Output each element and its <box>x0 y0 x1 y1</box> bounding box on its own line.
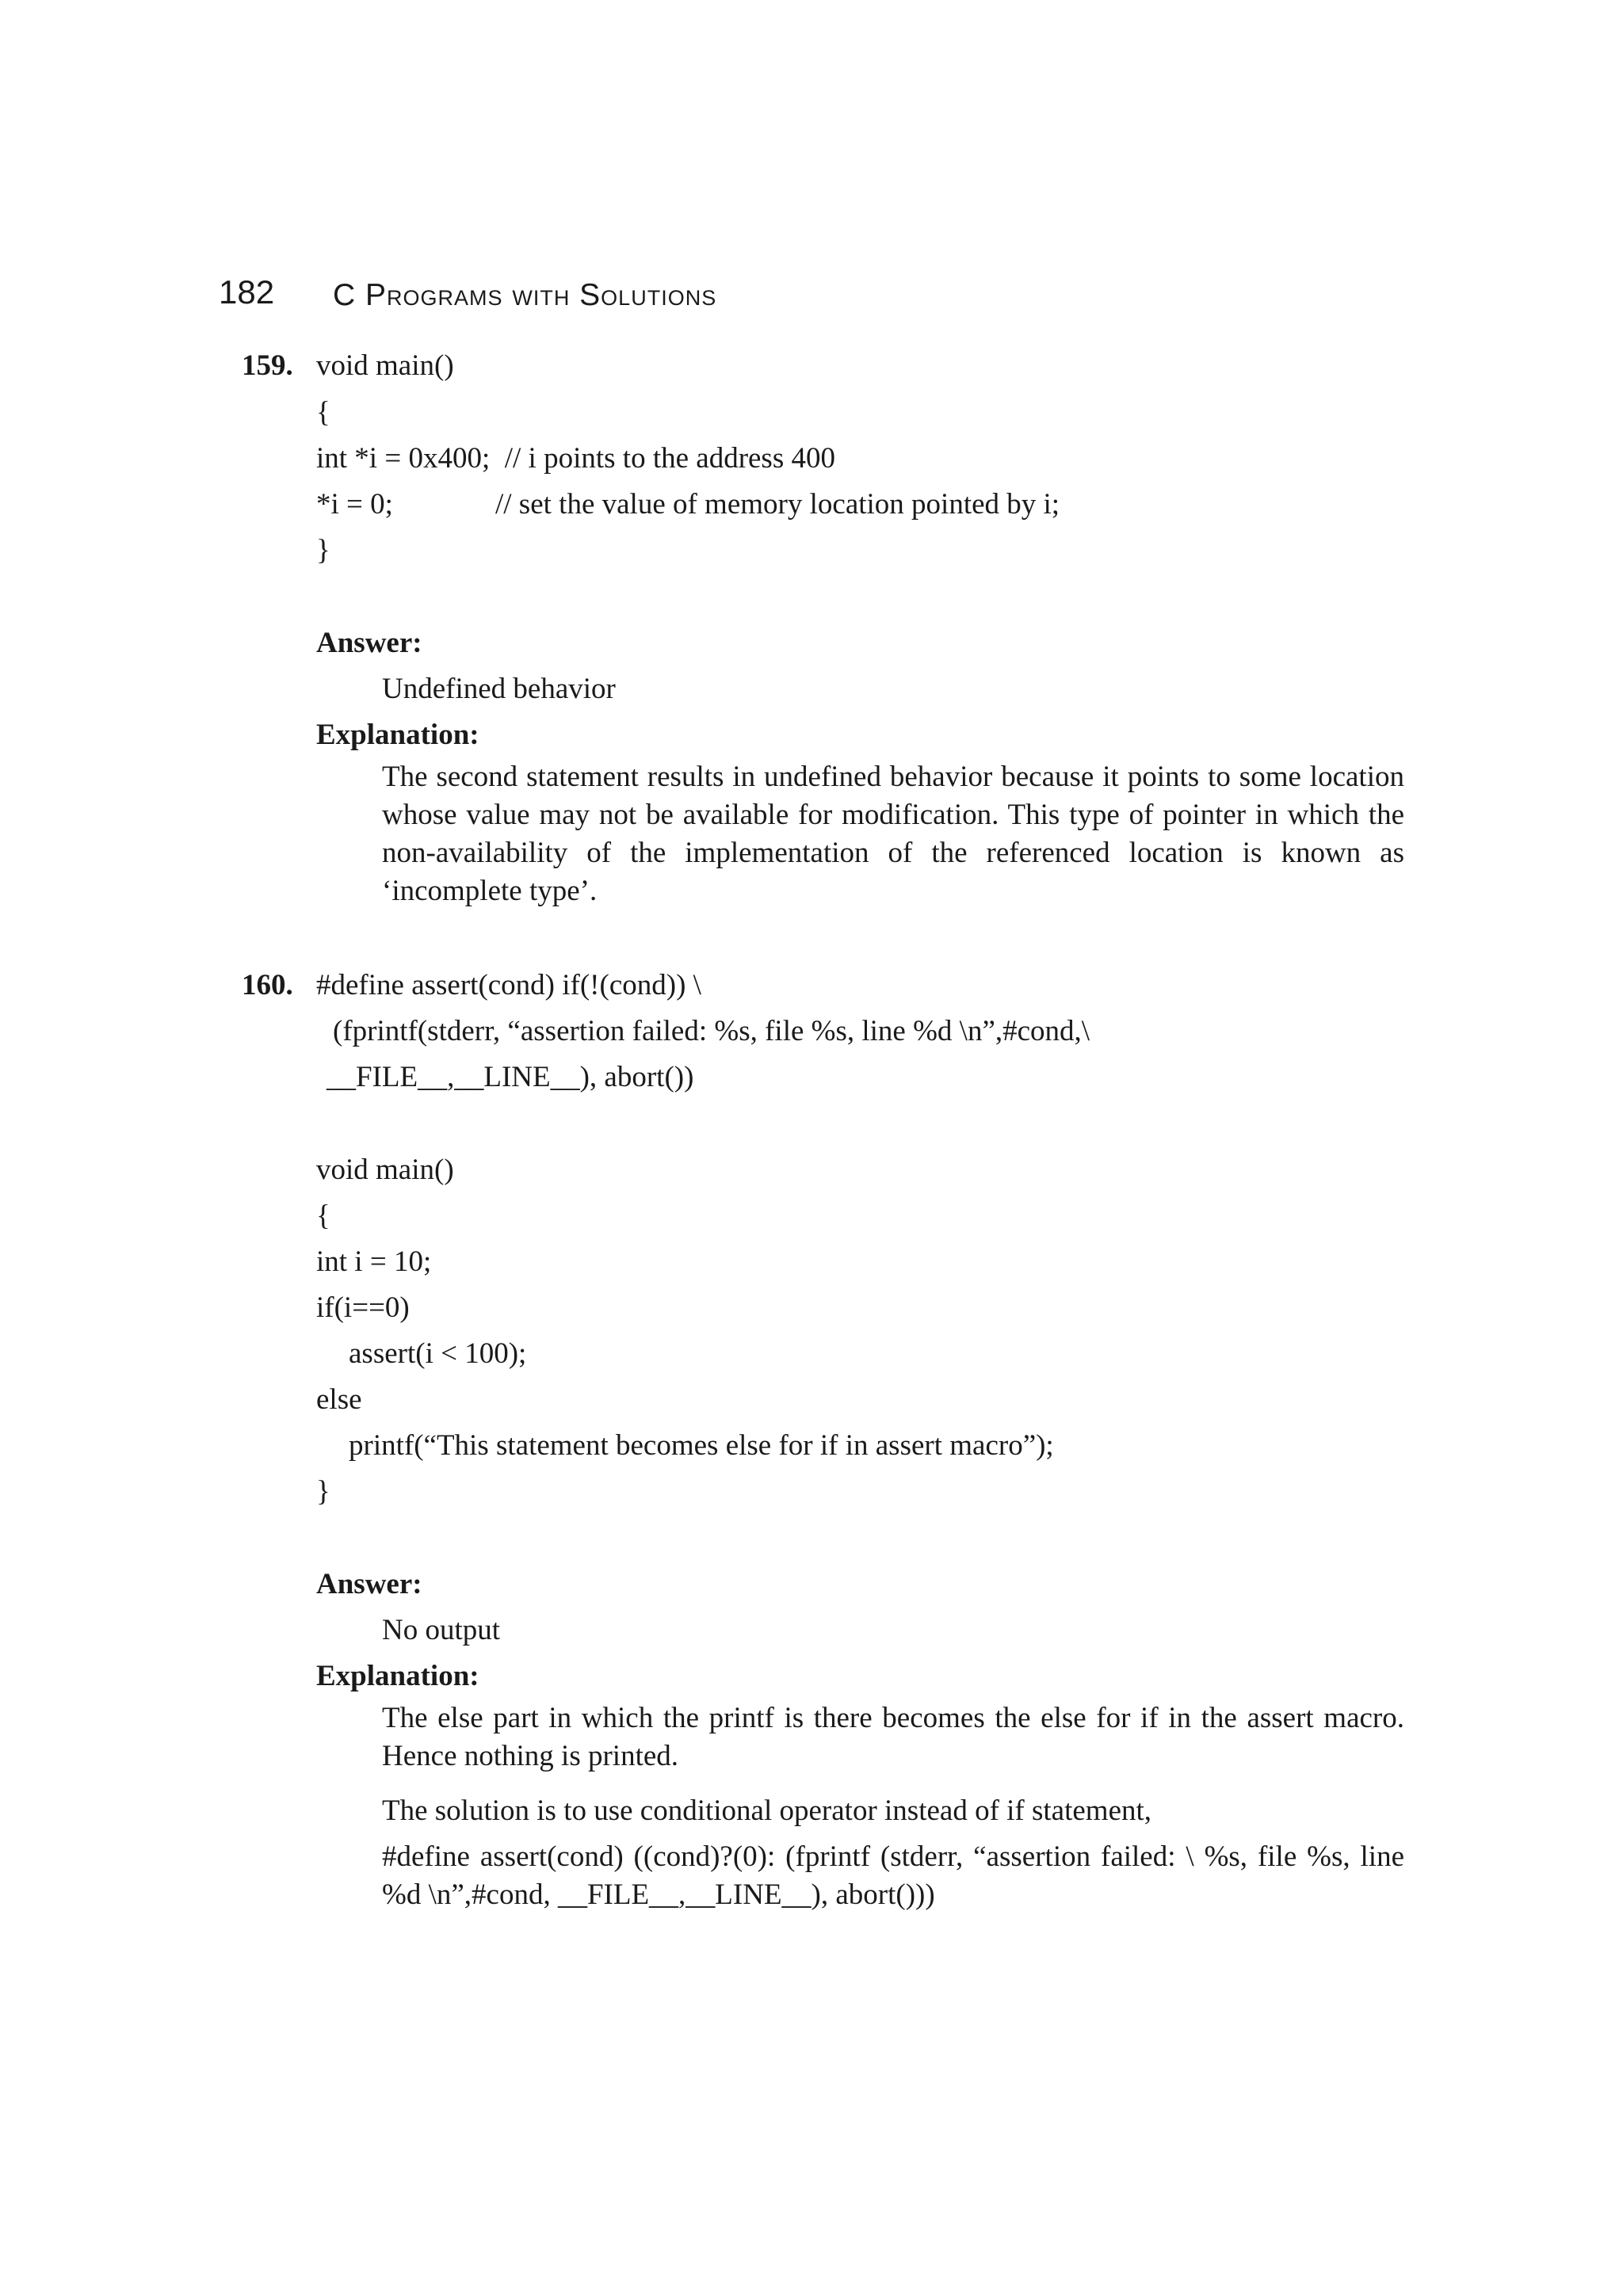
code-line: assert(i < 100); <box>349 1337 527 1370</box>
code-line: else <box>316 1383 362 1416</box>
code-comment: // set the value of memory location pointed by i; <box>495 488 1060 521</box>
running-title: C Programs with Solutions <box>333 278 717 312</box>
code-line: if(i==0) <box>316 1291 410 1324</box>
explanation-text: The else part in which the printf is there becomes the else for if in the assert macro. Hence nothing is printed. <box>382 1702 1404 1772</box>
code-line: printf(“This statement becomes else for if in assert macro”); <box>349 1429 1054 1462</box>
code-line: { <box>316 1199 330 1232</box>
code-line: } <box>316 534 330 566</box>
code-line: { <box>316 396 330 429</box>
explanation-text: The second statement results in undefined behavior because it points to some location whose value may not be available for modification. This type of pointer in which the non-availability of the implementation of the referenced location is known as ‘incomplete type’. <box>382 761 1404 907</box>
explanation-label: Explanation: <box>316 719 479 751</box>
macro-line: #define assert(cond) if(!(cond)) \ <box>316 969 701 1001</box>
code-line: int i = 10; <box>316 1245 432 1278</box>
macro-line: (fprintf(stderr, “assertion failed: %s, file %s, line %d \n”,#cond,\ <box>333 1015 1090 1047</box>
answer-label: Answer: <box>316 1568 422 1600</box>
code-line: *i = 0; <box>316 488 393 521</box>
explanation-label: Explanation: <box>316 1660 479 1692</box>
question-number-159: 159. <box>242 349 293 382</box>
question-number-160: 160. <box>242 969 293 1001</box>
answer-text: No output <box>382 1614 501 1646</box>
code-line: int *i = 0x400; // i points to the address 400 <box>316 442 835 475</box>
answer-text: Undefined behavior <box>382 673 616 705</box>
code-line: void main() <box>316 349 454 382</box>
explanation-code: #define assert(cond) ((cond)?(0): (fprintf (stderr, “assertion failed: \ %s, file %s, line %d \n”,#cond, __FILE__,__LINE__), abort())) <box>382 1840 1404 1911</box>
explanation-text: The solution is to use conditional operator instead of if statement, <box>382 1794 1152 1827</box>
code-line: } <box>316 1475 330 1508</box>
code-line: void main() <box>316 1154 454 1186</box>
page-number: 182 <box>219 273 275 311</box>
macro-line: __FILE__,__LINE__), abort()) <box>327 1061 694 1093</box>
answer-label: Answer: <box>316 627 422 659</box>
